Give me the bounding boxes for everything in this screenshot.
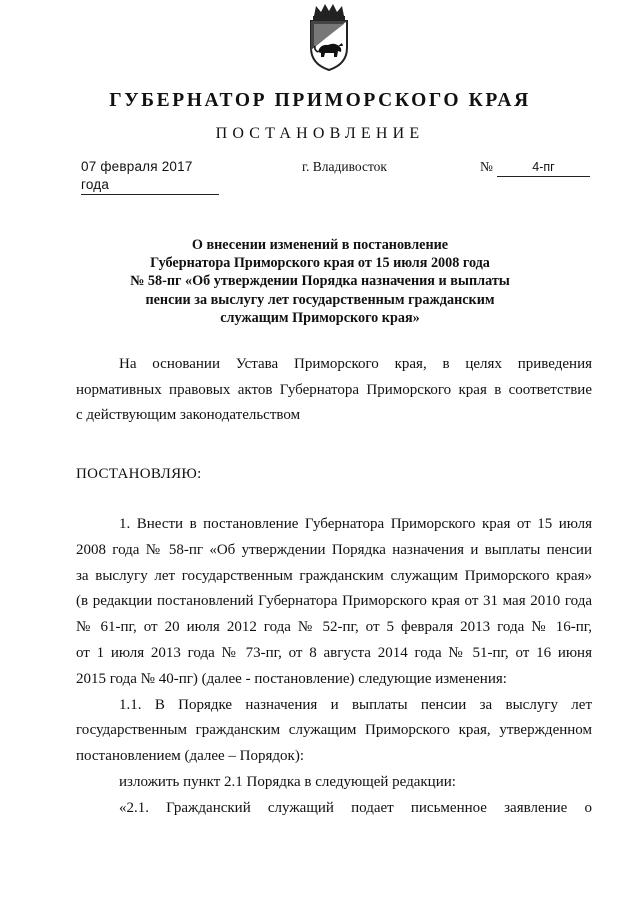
- text-line: нормативных правовых актов Губернатора Приморского края в соответствие: [76, 381, 592, 398]
- text-line: с действующим законодательством: [76, 407, 301, 423]
- title-line: № 58-пг «Об утверждении Порядка назначения и выплаты: [130, 273, 510, 290]
- text-line: государственным гражданским служащим Приморского края, утвержденном: [76, 722, 592, 739]
- number-sign: №: [480, 159, 493, 174]
- text-line: 2015 года № 40-пг) (далее - постановление) следующие изменения:: [76, 670, 507, 687]
- title-line: Губернатора Приморского края от 15 июля 2008 года: [150, 255, 490, 272]
- primorye-coat-of-arms-icon: [302, 2, 356, 72]
- title-line: пенсии за выслугу лет государственным гражданским: [145, 291, 495, 308]
- text-line: № 61-пг, от 20 июля 2012 года № 52-пг, от 5 февраля 2013 года № 16-пг,: [76, 619, 592, 636]
- document-city: г. Владивосток: [302, 159, 387, 174]
- title-line: служащим Приморского края»: [220, 309, 420, 326]
- text-line: постановлением (далее – Порядок):: [76, 748, 304, 765]
- issuing-authority: ГУБЕРНАТОР ПРИМОРСКОГО КРАЯ: [109, 90, 531, 111]
- preamble-paragraph: [76, 352, 592, 429]
- text-line: «2.1. Гражданский служащий подает письменное заявление о: [119, 799, 592, 816]
- text-line: На основании Устава Приморского края, в целях приведения: [119, 356, 592, 372]
- text-line: 1.1. В Порядке назначения и выплаты пенсии за выслугу лет: [119, 696, 592, 713]
- text-line: (в редакции постановлений Губернатора Приморского края от 31 мая 2010 года: [76, 593, 592, 610]
- title-line: О внесении изменений в постановление: [191, 237, 449, 253]
- text-line: за выслугу лет государственным гражданским служащим Приморского края»: [76, 567, 592, 584]
- decree-body: [76, 512, 592, 822]
- text-line: 1. Внести в постановление Губернатора Приморского края от 15 июля: [119, 516, 592, 532]
- decree-word: ПОСТАНОВЛЯЮ:: [76, 466, 202, 482]
- document-type: ПОСТАНОВЛЕНИЕ: [215, 125, 425, 142]
- document-date: 07 февраля 2017 года: [81, 158, 219, 195]
- text-line: изложить пункт 2.1 Порядка в следующей редакции:: [119, 773, 456, 790]
- document-meta-row: [0, 158, 640, 192]
- document-number: 4-пг: [497, 158, 590, 177]
- text-line: от 1 июля 2013 года № 73-пг, от 8 августа 2014 года № 51-пг, от 16 июня: [76, 644, 592, 661]
- text-line: 2008 года № 58-пг «Об утверждении Порядка назначения и выплаты пенсии: [76, 541, 592, 558]
- document-title: [90, 236, 550, 327]
